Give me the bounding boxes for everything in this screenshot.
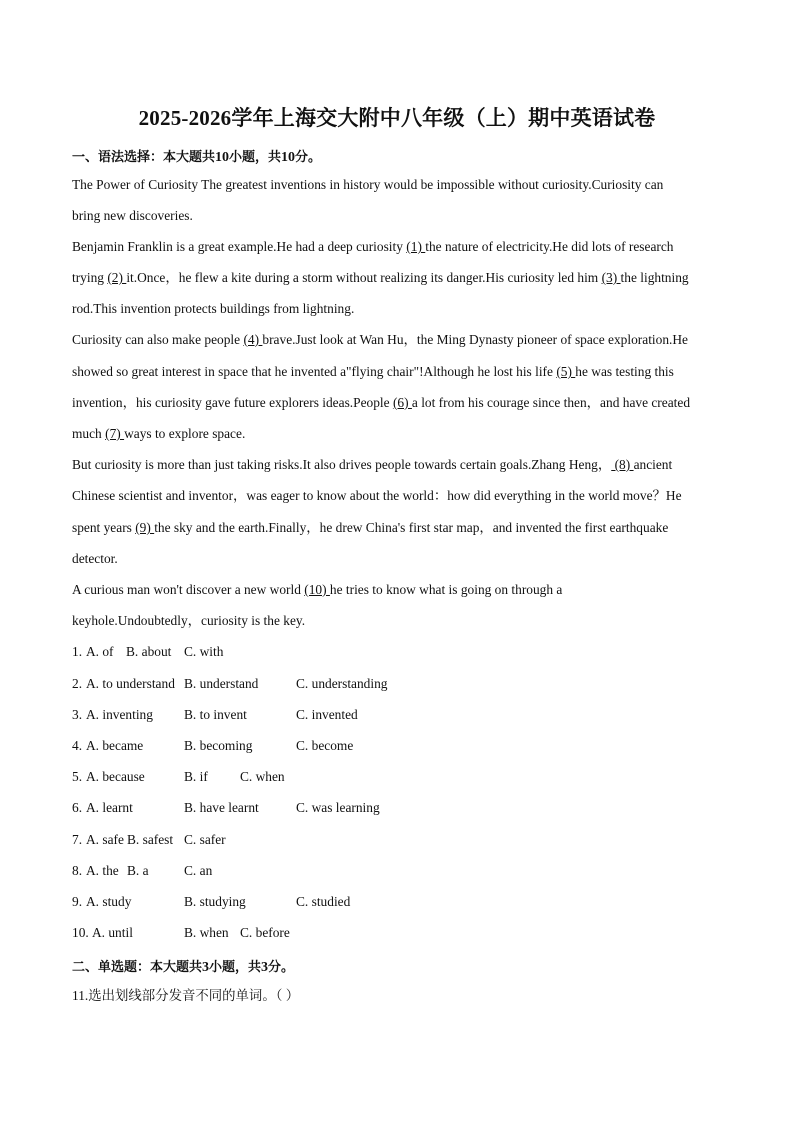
passage-line: rod.This invention protects buildings from lightning. <box>72 301 355 316</box>
passage-text: the nature of electricity.He did lots of research <box>425 239 674 254</box>
option-a: A. until <box>92 925 133 940</box>
option-a: A. to understand <box>86 676 175 691</box>
passage-line <box>72 363 674 381</box>
passage-line <box>72 425 245 443</box>
question-number: 4. <box>72 738 83 753</box>
passage-text: trying <box>72 270 108 285</box>
section-1-points: 10 <box>281 150 296 165</box>
section-2-heading-pre: 二、单选题：本大题共 <box>72 959 203 974</box>
passage-text: brave.Just look at Wan Hu，the Ming Dynasty pioneer of space exploration.He <box>262 332 688 347</box>
passage-text: But curiosity is more than just taking risks.It also drives people towards certain goals.Zhang Heng， <box>72 457 612 472</box>
section-1-heading <box>72 146 321 166</box>
option-a: A. safe <box>86 832 124 847</box>
passage-line: keyhole.Undoubtedly，curiosity is the key. <box>72 613 306 628</box>
blank-7: (7) <box>105 426 125 441</box>
passage-line <box>72 581 562 599</box>
passage-line <box>72 456 672 474</box>
passage-line: detector. <box>72 551 118 566</box>
option-c: C. understanding <box>296 676 388 691</box>
option-b: B. to invent <box>184 707 247 722</box>
passage-line <box>72 331 688 349</box>
section-2-points: 3 <box>261 960 269 975</box>
option-c: C. an <box>184 863 213 878</box>
blank-10: (10) <box>304 582 330 597</box>
passage-line <box>72 238 674 256</box>
option-b: B. when <box>184 925 229 940</box>
section-1-heading-mid: 小题，共 <box>229 149 282 164</box>
passage-text: showed so great interest in space that he invented a"flying chair"!Although he lost his life <box>72 364 557 379</box>
option-b: B. about <box>126 644 172 659</box>
question-number: 1. <box>72 644 83 659</box>
passage-line: The Power of Curiosity The greatest inventions in history would be impossible without curiosity.Curiosity can <box>72 177 664 192</box>
option-c: C. with <box>184 644 224 659</box>
passage-text: spent years <box>72 520 136 535</box>
option-b: B. have learnt <box>184 800 259 815</box>
blank-5: (5) <box>556 364 576 379</box>
question-number: 6. <box>72 800 83 815</box>
passage-text: A curious man won't discover a new world <box>72 582 305 597</box>
section-1-heading-post: 分。 <box>295 149 322 164</box>
passage-text: invention，his curiosity gave future explorers ideas.People <box>72 395 393 410</box>
section-2-heading-post: 分。 <box>268 959 295 974</box>
passage-line: Chinese scientist and inventor，was eager to know about the world：how did everything in the world move？He <box>72 488 682 503</box>
passage-text: Benjamin Franklin is a great example.He had a deep curiosity <box>72 239 407 254</box>
question-number: 10. <box>72 925 89 940</box>
section-1-count: 10 <box>215 150 230 165</box>
blank-4: (4) <box>243 332 263 347</box>
option-c: C. safer <box>184 832 226 847</box>
option-a: A. because <box>86 769 145 784</box>
blank-1: (1) <box>406 239 426 254</box>
option-c: C. studied <box>296 894 351 909</box>
option-c: C. before <box>240 925 290 940</box>
question-number: 3. <box>72 707 83 722</box>
option-a: A. inventing <box>86 707 153 722</box>
question-number: 8. <box>72 863 83 878</box>
option-b: B. safest <box>127 832 174 847</box>
passage-text: he tries to know what is going on through a <box>329 582 563 597</box>
section-2-heading <box>72 956 294 976</box>
section-1-heading-pre: 一、语法选择：本大题共 <box>72 149 216 164</box>
passage-line <box>72 519 668 537</box>
question-number: 5. <box>72 769 83 784</box>
blank-3: (3) <box>601 270 621 285</box>
option-b: B. studying <box>184 894 246 909</box>
passage-text: he was testing this <box>575 364 674 379</box>
blank-9: (9) <box>135 520 155 535</box>
question-number: 7. <box>72 832 83 847</box>
section-2-count: 3 <box>202 960 210 975</box>
option-c: C. become <box>296 738 354 753</box>
option-a: A. of <box>86 644 114 659</box>
option-a: A. the <box>86 863 119 878</box>
passage-line <box>72 269 689 287</box>
page-title: 2025-2026学年上海交大附中八年级（上）期中英语试卷 <box>138 106 656 130</box>
passage-text: Curiosity can also make people <box>72 332 244 347</box>
blank-6: (6) <box>392 395 412 410</box>
passage-text: the sky and the earth.Finally，he drew China's first star map，and invented the first earthquake <box>154 520 669 535</box>
blank-2: (2) <box>107 270 127 285</box>
option-c: C. invented <box>296 707 358 722</box>
passage-text: the lightning <box>620 270 689 285</box>
passage-text: ways to explore space. <box>124 426 246 441</box>
section-2-heading-mid: 小题，共 <box>209 959 262 974</box>
question-11-prompt: 11.选出划线部分发音不同的单词。（ ） <box>72 988 300 1003</box>
option-b: B. understand <box>184 676 259 691</box>
passage-line: bring new discoveries. <box>72 208 193 223</box>
passage-text: much <box>72 426 106 441</box>
passage-text: a lot from his courage since then，and have created <box>411 395 691 410</box>
option-b: B. if <box>184 769 208 784</box>
question-number: 2. <box>72 676 83 691</box>
option-c: C. when <box>240 769 285 784</box>
passage-text: ancient <box>633 457 673 472</box>
question-number: 9. <box>72 894 83 909</box>
option-a: A. learnt <box>86 800 133 815</box>
passage-text: it.Once，he flew a kite during a storm without realizing its danger.His curiosity led him <box>126 270 602 285</box>
option-b: B. becoming <box>184 738 253 753</box>
option-a: A. became <box>86 738 144 753</box>
passage-line <box>72 394 690 412</box>
blank-8: (8) <box>611 457 634 472</box>
option-a: A. study <box>86 894 132 909</box>
option-b: B. a <box>127 863 149 878</box>
option-c: C. was learning <box>296 800 380 815</box>
